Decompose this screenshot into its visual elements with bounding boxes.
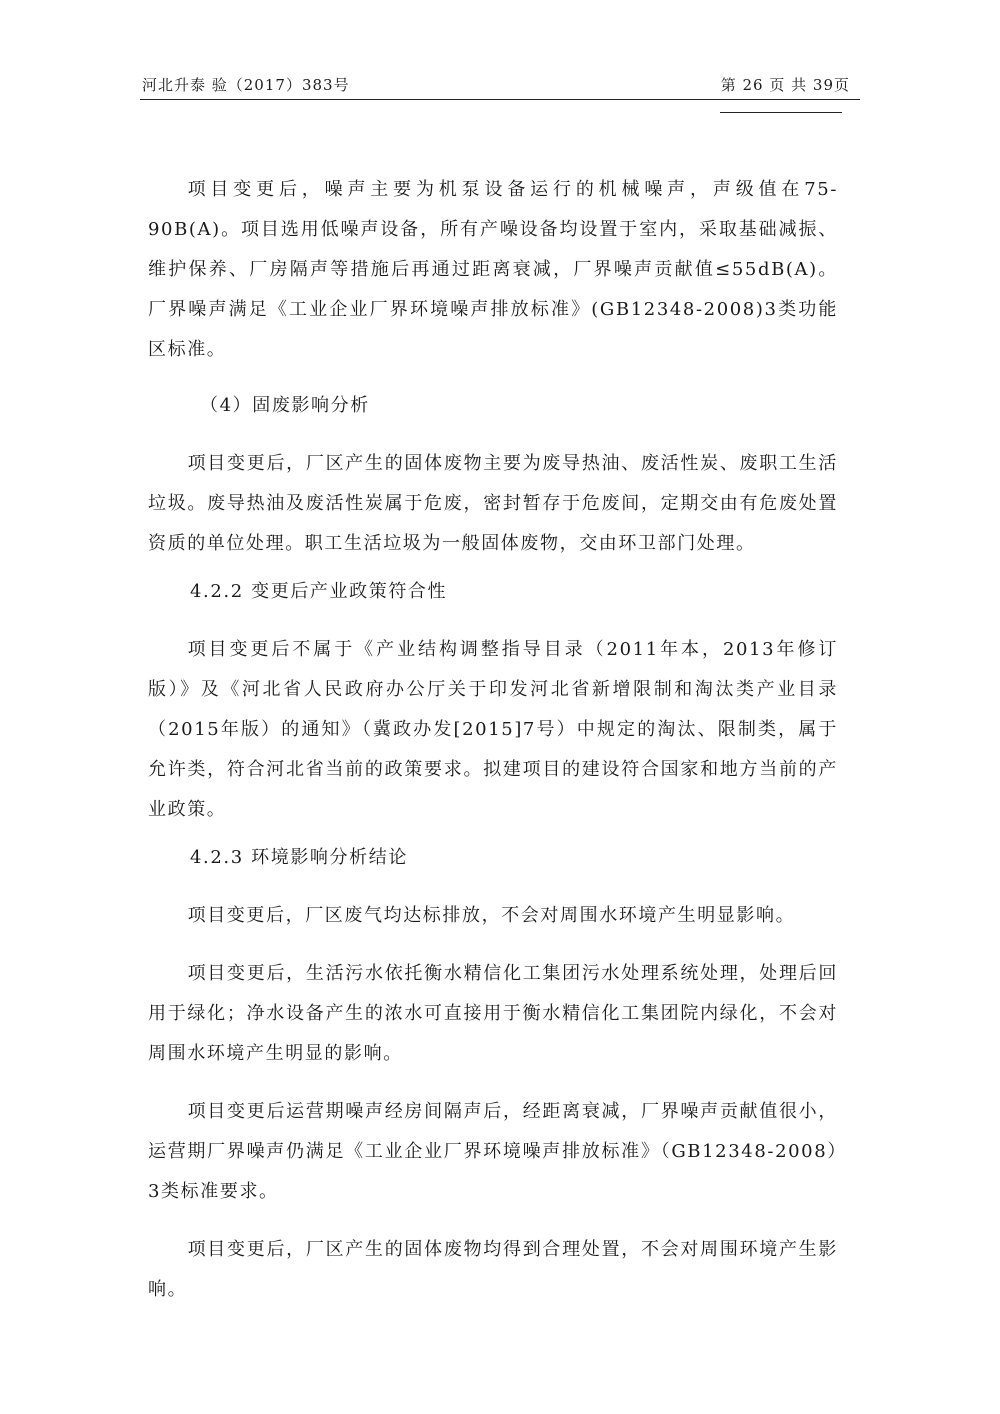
header-underline-short [720, 112, 842, 113]
paragraph-industrial-policy: 项目变更后不属于《产业结构调整指导目录（2011年本，2013年修订版）》及《河北省人民政府办公厅关于印发河北省新增限制和淘汰类产业目录（2015年版）的通知》（冀政办发[2015]7号）中规定的淘汰、限制类，属于允许类，符合河北省当前的政策要求。拟建项目的建设符合国家和地方当前的产业政策。 [148, 639, 838, 820]
paragraph-conclusion-waste: 项目变更后，厂区产生的固体废物均得到合理处置，不会对周围环境产生影响。 [148, 1239, 838, 1300]
paragraph-noise-analysis: 项目变更后，噪声主要为机泵设备运行的机械噪声，声级值在75-90B(A)。项目选用低噪声设备，所有产噪设备均设置于室内，采取基础减振、维护保养、厂房隔声等措施后再通过距离衰减，厂界噪声贡献值≤55dB(A)。厂界噪声满足《工业企业厂界环境噪声排放标准》(GB12348-2008)3类功能区标准。 [148, 179, 838, 360]
document-number: 河北升泰 验（2017）383号 [142, 76, 350, 94]
document-body [148, 170, 838, 1310]
page-indicator: 第 26 页 共 39页 [720, 76, 850, 94]
paragraph-conclusion-noise: 项目变更后运营期噪声经房间隔声后，经距离衰减，厂界噪声贡献值很小，运营期厂界噪声仍满足《工业企业厂界环境噪声排放标准》（GB12348-2008）3类标准要求。 [148, 1101, 838, 1202]
heading-4-2-3: 4.2.3 环境影响分析结论 [190, 847, 408, 868]
paragraph-solid-waste: 项目变更后，厂区产生的固体废物主要为废导热油、废活性炭、废职工生活垃圾。废导热油及废活性炭属于危废，密封暂存于危废间，定期交由有危废处置资质的单位处理。职工生活垃圾为一般固体废物，交由环卫部门处理。 [148, 453, 838, 554]
paragraph-conclusion-air: 项目变更后，厂区废气均达标排放，不会对周围水环境产生明显影响。 [187, 905, 796, 926]
heading-solid-waste: （4）固废影响分析 [200, 395, 370, 416]
heading-4-2-2: 4.2.2 变更后产业政策符合性 [190, 581, 448, 602]
paragraph-conclusion-water: 项目变更后，生活污水依托衡水精信化工集团污水处理系统处理，处理后回用于绿化；净水设备产生的浓水可直接用于衡水精信化工集团院内绿化，不会对周围水环境产生明显的影响。 [148, 963, 838, 1064]
header-divider [140, 99, 860, 100]
